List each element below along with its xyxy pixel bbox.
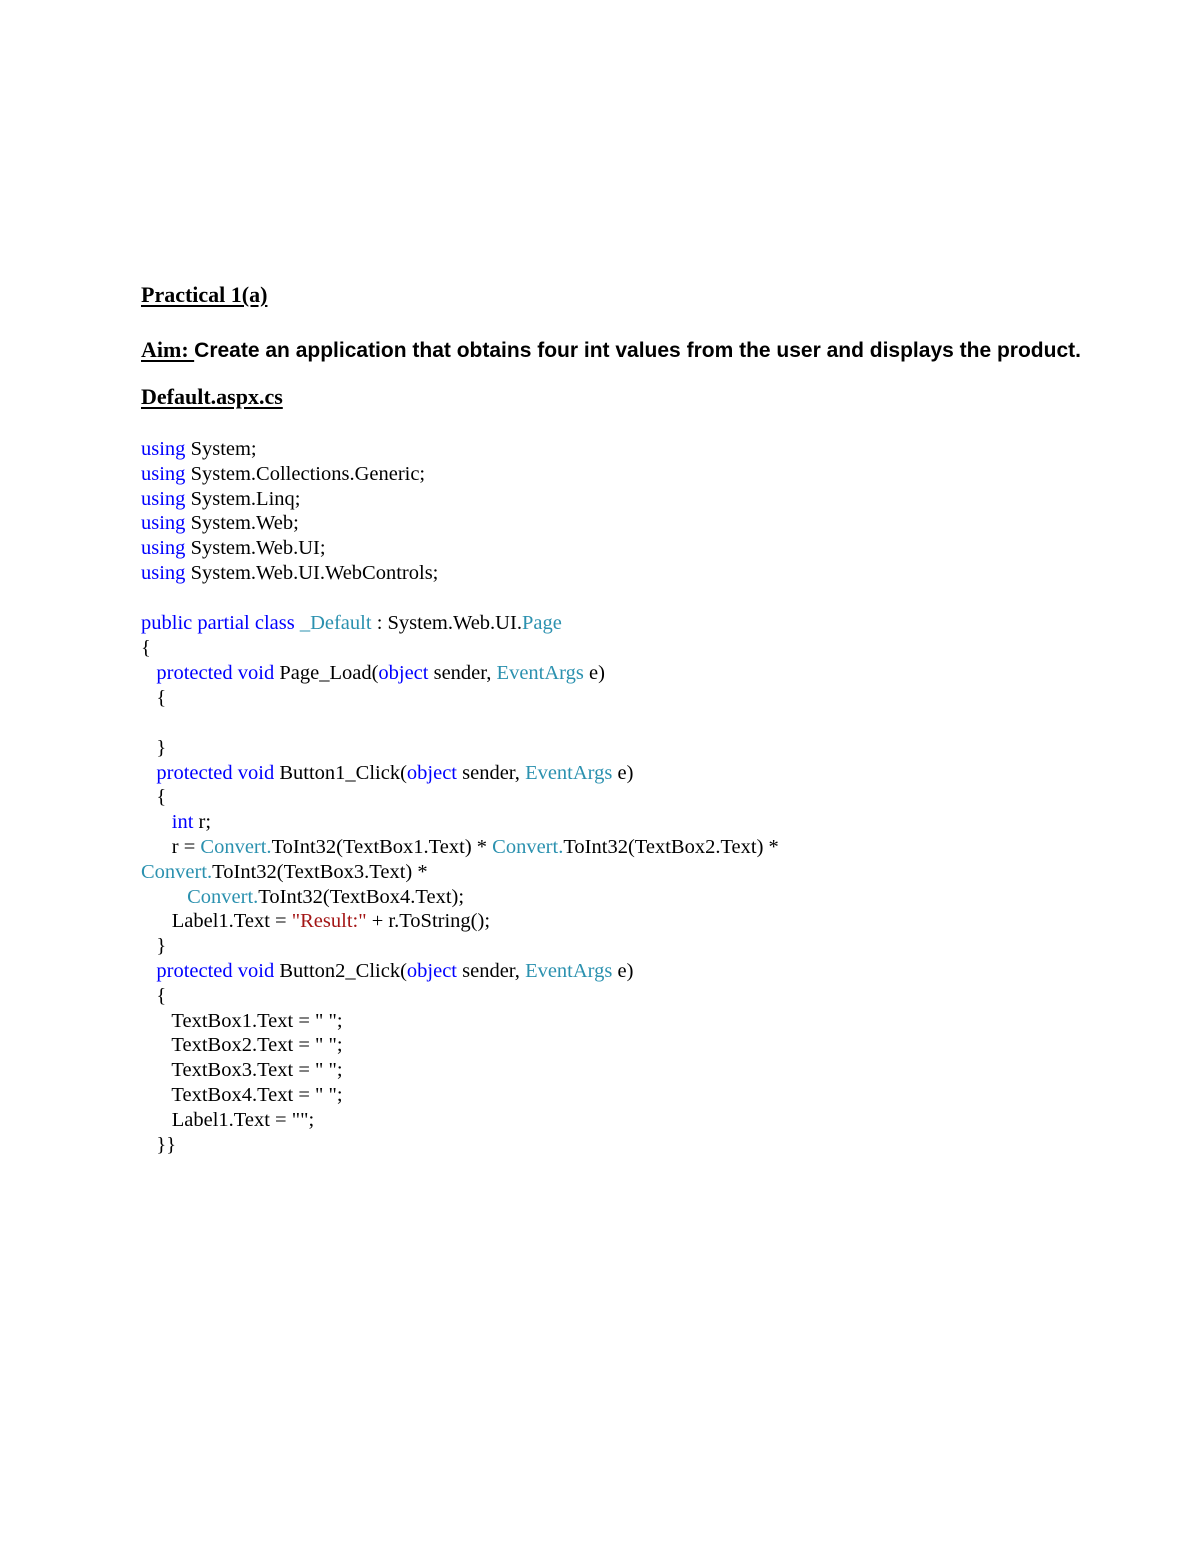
code-indent — [141, 886, 187, 908]
keyword: object — [378, 661, 429, 684]
aim-label: Aim: — [141, 337, 195, 362]
code-line-calc-1 — [141, 835, 779, 860]
keyword: using — [141, 561, 186, 584]
code-text: Label1.Text = — [141, 910, 292, 933]
keyword: object — [406, 761, 457, 784]
keyword: public partial class — [141, 612, 295, 635]
namespace: System.Web.UI.WebControls; — [185, 561, 439, 584]
code-line-inner-close: } — [141, 935, 167, 958]
code-text: Page_Load( — [274, 661, 379, 684]
code-text: ToInt32(TextBox1.Text) * — [271, 835, 493, 858]
code-line-using-4 — [141, 511, 779, 536]
code-text: sender, — [457, 761, 526, 784]
code-line-using-5 — [141, 536, 779, 561]
code-line-clear-textbox4: TextBox4.Text = " "; — [141, 1083, 343, 1106]
code-line-page-load — [141, 661, 779, 686]
code-line-using-6 — [141, 561, 779, 586]
keyword: using — [141, 462, 186, 485]
string-literal: "Result:" — [291, 910, 367, 933]
code-line-clear-textbox2: TextBox2.Text = " "; — [141, 1034, 343, 1057]
code-line-button1-click — [141, 761, 779, 786]
code-text: r; — [193, 811, 212, 834]
code-line-inner-open: { — [141, 786, 167, 809]
code-blank-line — [141, 710, 779, 735]
code-text: ToInt32(TextBox4.Text); — [258, 885, 465, 908]
code-line-inner-close: } — [141, 736, 167, 759]
namespace: System.Web; — [185, 512, 299, 535]
keyword: object — [406, 959, 457, 982]
namespace: System.Web.UI; — [185, 537, 326, 560]
keyword: protected void — [141, 661, 275, 684]
code-line-label-result — [141, 909, 779, 934]
code-line-button2-click — [141, 959, 779, 984]
keyword: using — [141, 487, 186, 510]
namespace: System; — [185, 438, 257, 460]
code-text: ToInt32(TextBox3.Text) * — [212, 860, 428, 883]
file-name-heading: Default.aspx.cs — [141, 384, 283, 409]
code-text: e) — [583, 661, 605, 684]
code-text: e) — [612, 761, 634, 784]
keyword: int — [141, 811, 194, 834]
code-text: sender, — [428, 661, 497, 684]
code-line-clear-textbox1: TextBox1.Text = " "; — [141, 1009, 343, 1032]
code-line-inner-open: { — [141, 984, 167, 1007]
type-name: _Default — [294, 612, 372, 635]
code-text: r = — [141, 835, 201, 858]
code-text: ToInt32(TextBox2.Text) * — [563, 835, 779, 858]
code-block — [141, 437, 779, 1157]
code-line-using-1 — [141, 437, 779, 462]
code-text: e) — [612, 959, 634, 982]
type-name: Convert. — [141, 860, 213, 883]
keyword: protected void — [141, 761, 275, 784]
keyword: protected void — [141, 959, 275, 982]
keyword: using — [141, 537, 186, 560]
code-text: Button2_Click( — [274, 959, 407, 982]
type-name: Convert. — [200, 835, 272, 858]
code-blank-line — [141, 586, 779, 611]
keyword: using — [141, 438, 186, 460]
code-text: sender, — [457, 959, 526, 982]
aim-line — [141, 337, 1081, 363]
code-line-calc-2 — [141, 860, 779, 885]
code-line-int-decl — [141, 810, 779, 835]
type-name: Convert. — [492, 835, 564, 858]
code-line-clear-label1: Label1.Text = ""; — [141, 1108, 315, 1131]
code-line-final-close: }} — [141, 1133, 177, 1156]
code-line-inner-open: { — [141, 686, 167, 709]
code-text: + r.ToString(); — [366, 910, 491, 933]
code-line-open-brace: { — [141, 636, 151, 659]
type-name: Convert. — [187, 885, 259, 908]
code-line-calc-3 — [141, 885, 779, 910]
namespace: System.Collections.Generic; — [185, 462, 426, 485]
practical-title: Practical 1(a) — [141, 282, 268, 307]
code-line-using-3 — [141, 487, 779, 512]
code-line-clear-textbox3: TextBox3.Text = " "; — [141, 1059, 343, 1082]
code-line-using-2 — [141, 462, 779, 487]
type-name: EventArgs — [525, 761, 613, 784]
type-name: EventArgs — [496, 661, 584, 684]
code-text: Button1_Click( — [274, 761, 407, 784]
keyword: using — [141, 512, 186, 535]
code-text: : System.Web.UI. — [371, 612, 522, 635]
type-name: Page — [521, 612, 562, 635]
namespace: System.Linq; — [185, 487, 301, 510]
type-name: EventArgs — [525, 959, 613, 982]
code-line-class-decl — [141, 611, 779, 636]
aim-text: Create an application that obtains four int values from the user and displays the product. — [194, 339, 1081, 362]
